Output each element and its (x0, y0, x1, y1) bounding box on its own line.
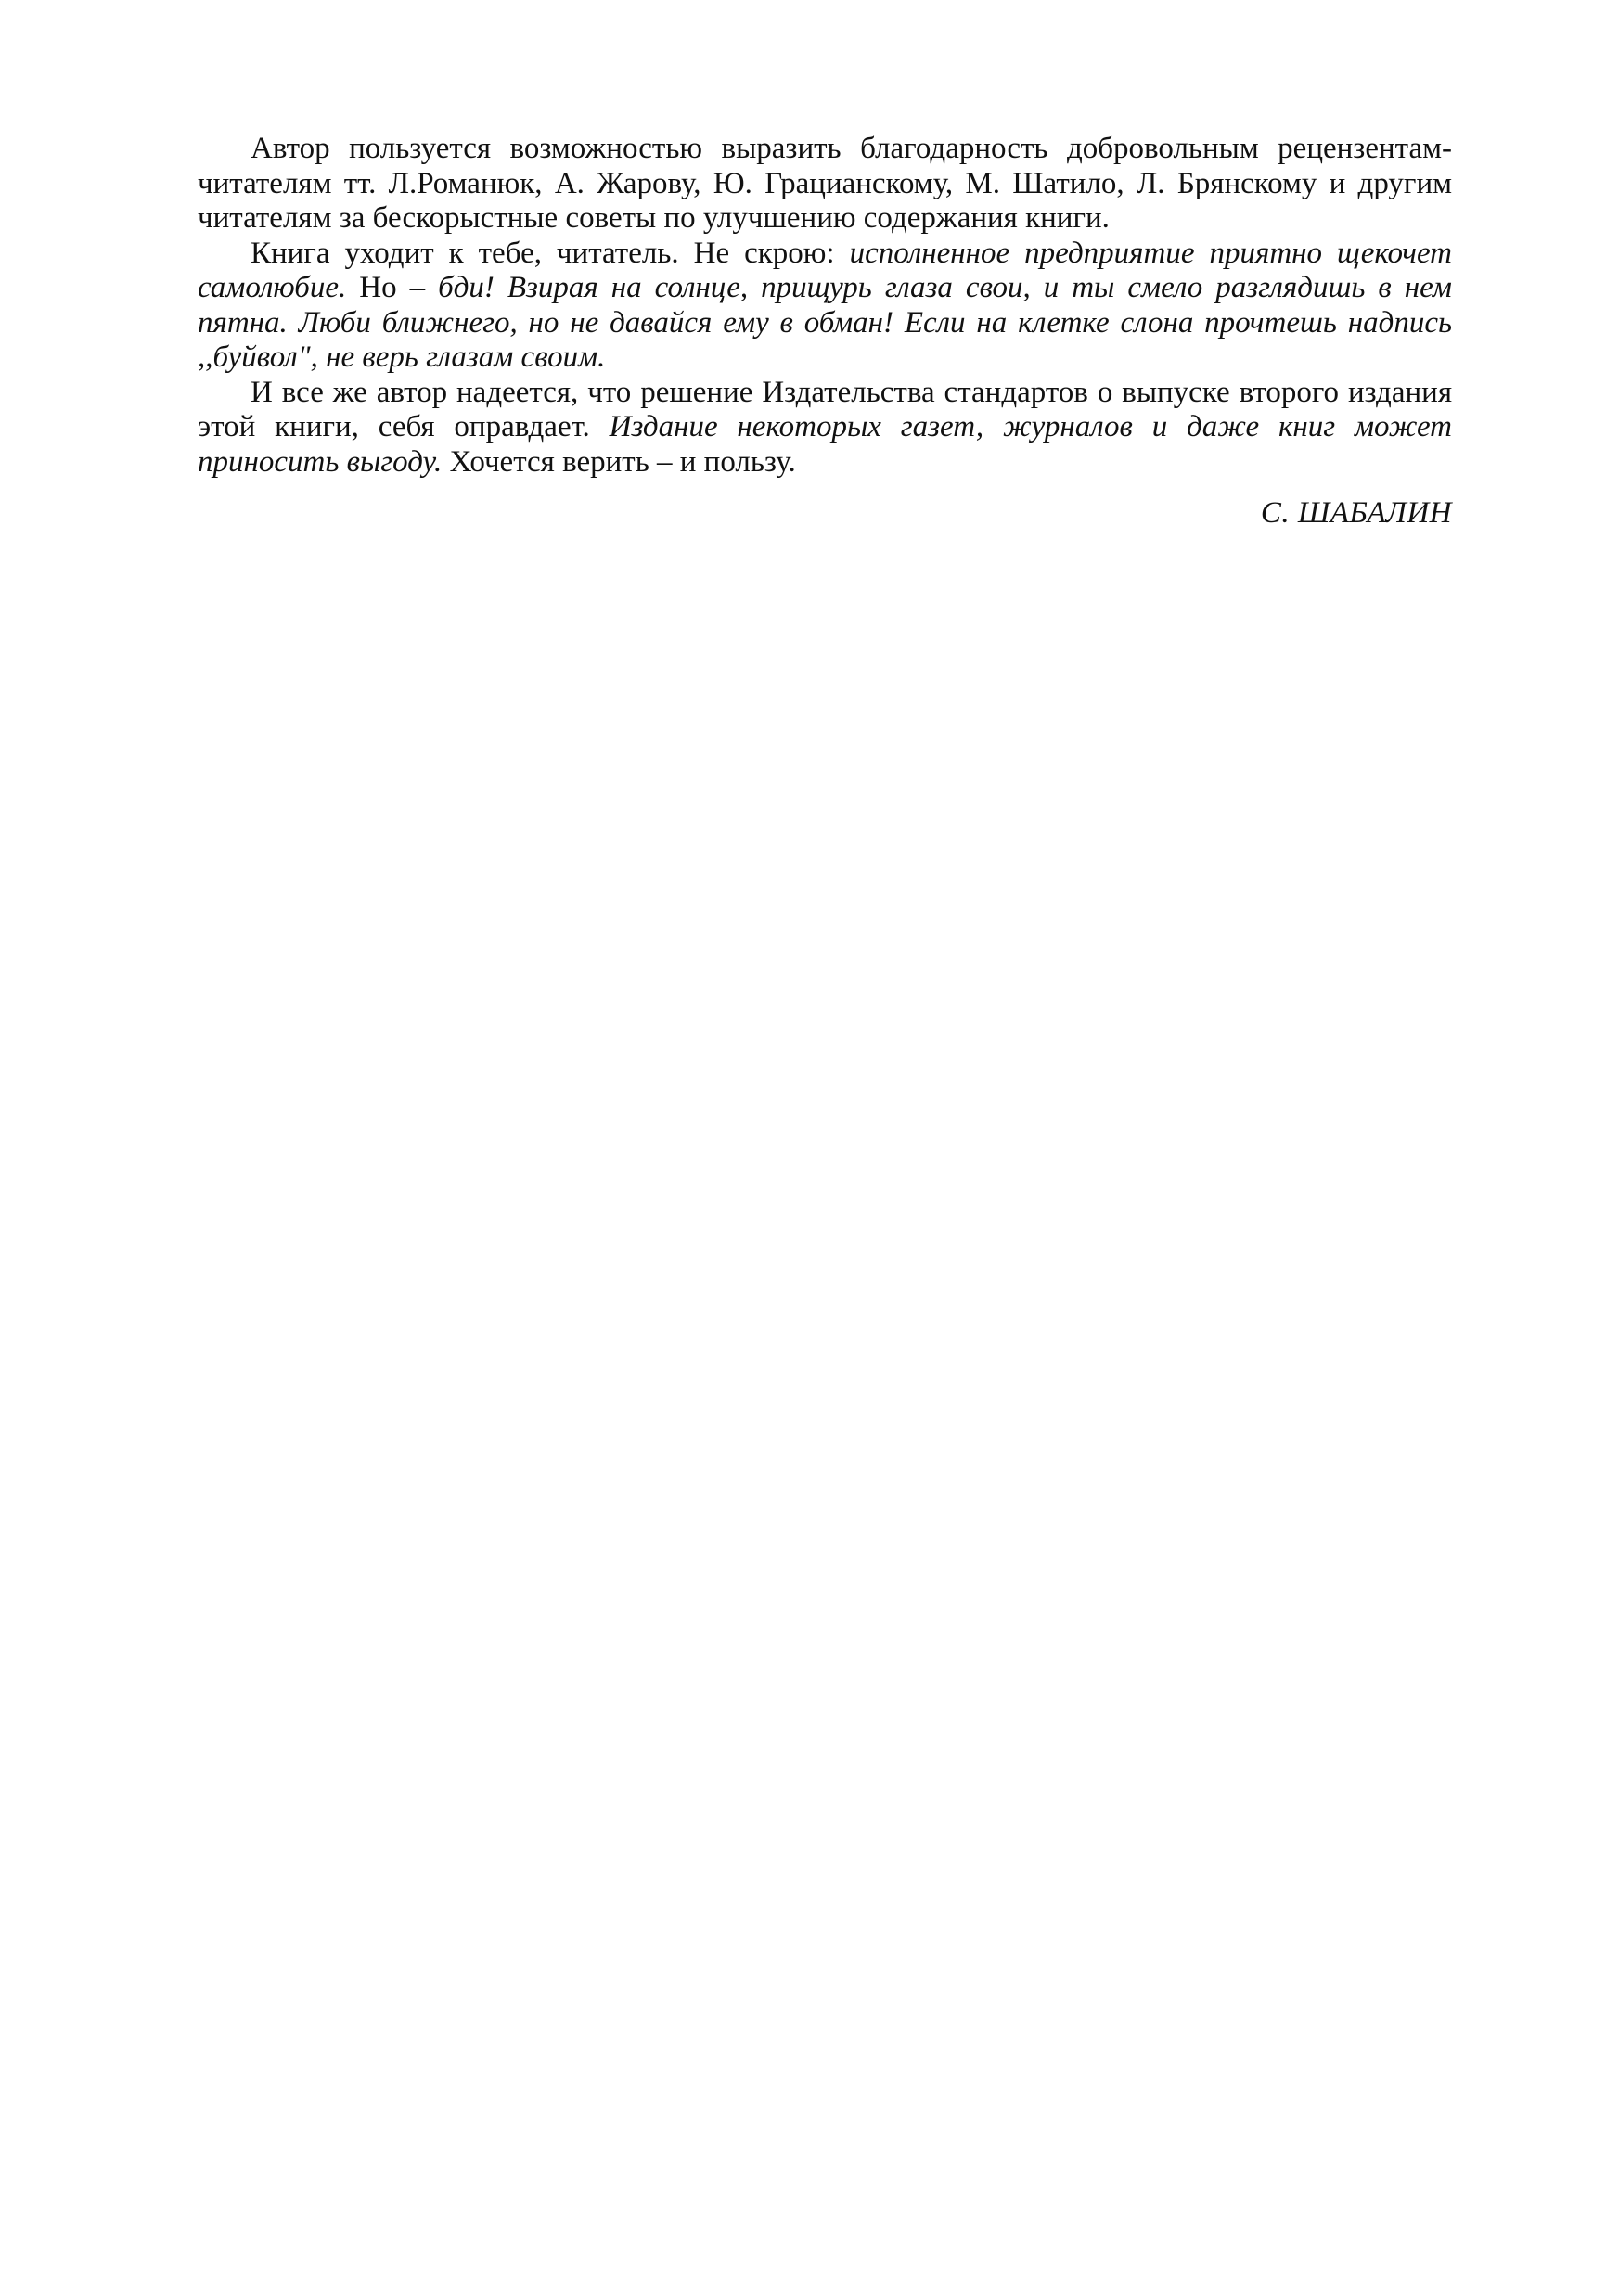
text-run-italic: исполненное предприятие приятно щекочет самолюбие. (198, 236, 1452, 304)
text-run: Но – (346, 271, 439, 304)
paragraph-second-edition (198, 376, 1452, 481)
text-run: И все же автор надеется, что решение Издательства стандартов о выпуске второго издания этой книги, себя оправдает. (198, 375, 1452, 443)
paragraph-acknowledgements (198, 132, 1452, 237)
text-run-italic: бди! Взирая на солнце, прищурь глаза свои, и ты смело разглядишь в нем пятна. Люби ближнего, но не давайся ему в обман! Если на клетке слона прочтешь надпись ,,буйвол", не верь глазам своим. (198, 271, 1452, 374)
text-run: Книга уходит к тебе, читатель. Не скрою: (251, 236, 850, 270)
paragraph-to-reader (198, 237, 1452, 376)
text-run: Автор пользуется возможностью выразить благодарность добровольным рецензентам-читателям тт. Л.Романюк, А. Жарову, Ю. Грацианскому, М. Шатило, Л. Брянскому и другим читателям за бескорыстные советы по улучшению содержания книги. (198, 132, 1452, 235)
text-run: Хочется верить – и пользу. (442, 444, 796, 479)
main-text (198, 132, 1452, 532)
author-signature: С. ШАБАЛИН (1260, 496, 1452, 530)
text-run-italic: Издание некоторых газет, журналов и даже книг может приносить выгоду. (198, 410, 1452, 479)
